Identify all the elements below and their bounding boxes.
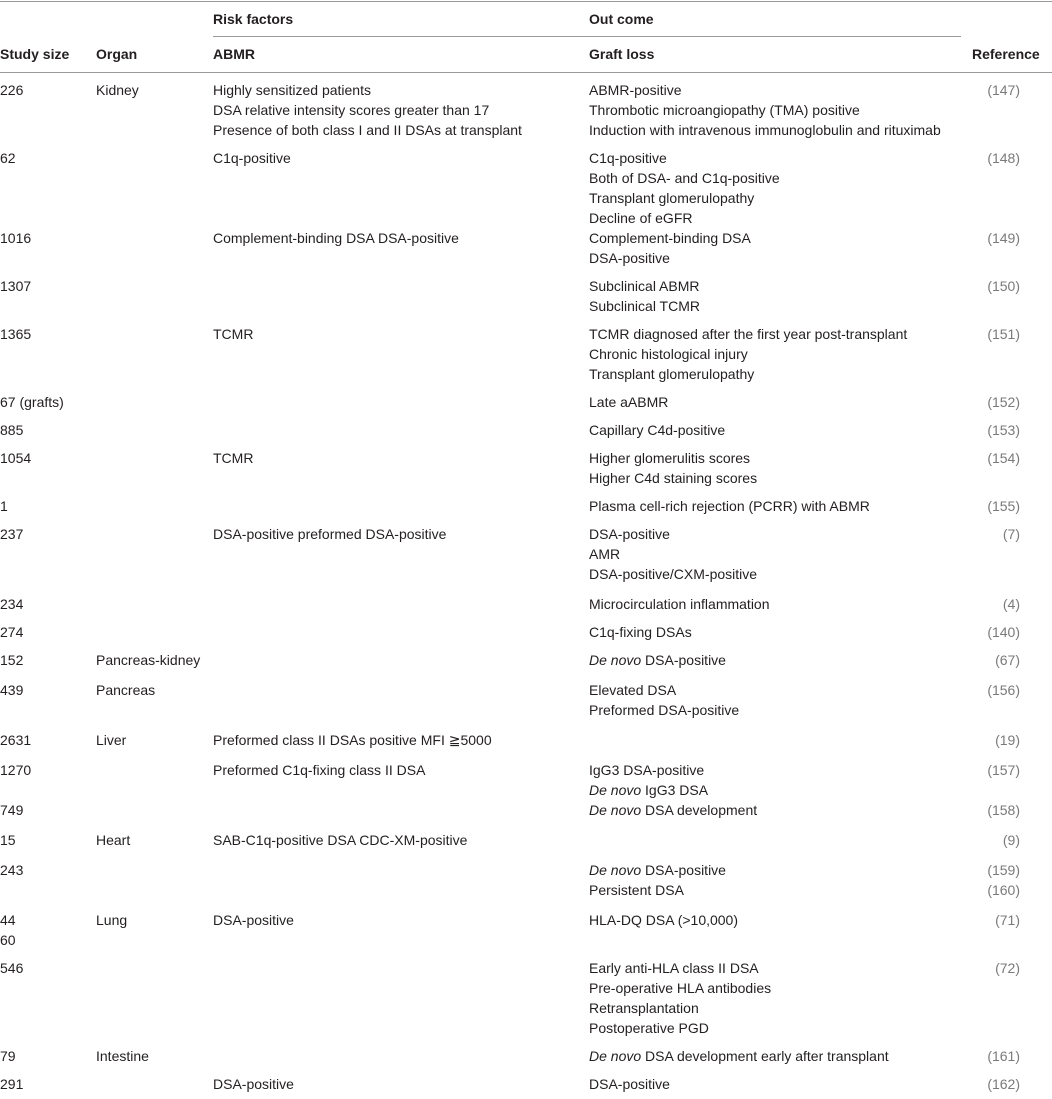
cell-outcome: Thrombotic microangiopathy (TMA) positive bbox=[589, 102, 860, 118]
cell-outcome: Postoperative PGD bbox=[589, 1020, 709, 1036]
cell-reference: (162) bbox=[987, 1076, 1020, 1092]
cell-reference: (140) bbox=[987, 624, 1020, 640]
cell-outcome bbox=[589, 780, 708, 800]
cell-reference: (152) bbox=[987, 394, 1020, 410]
cell-outcome: ABMR-positive bbox=[589, 82, 682, 98]
cell-risk-factor: Preformed class II DSAs positive MFI ≧5000 bbox=[213, 732, 492, 748]
group-header-rule bbox=[213, 36, 961, 37]
cell-organ: Intestine bbox=[96, 1048, 149, 1064]
header-risk-factors: Risk factors bbox=[213, 11, 294, 27]
outcome-italic-prefix: De novo bbox=[589, 802, 642, 818]
cell-reference: (19) bbox=[995, 732, 1020, 748]
cell-reference: (154) bbox=[987, 450, 1020, 466]
cell-risk-factor: DSA-positive bbox=[213, 912, 294, 928]
cell-outcome: AMR bbox=[589, 546, 621, 562]
outcome-text: DSA development bbox=[641, 802, 758, 818]
cell-organ: Heart bbox=[96, 832, 131, 848]
cell-reference: (159) bbox=[987, 862, 1020, 878]
cell-reference: (149) bbox=[987, 230, 1020, 246]
cell-organ: Pancreas-kidney bbox=[96, 652, 201, 668]
outcome-italic-prefix: De novo bbox=[589, 652, 642, 668]
cell-organ: Kidney bbox=[96, 82, 139, 98]
cell-study-size: 62 bbox=[0, 150, 16, 166]
cell-reference: (150) bbox=[987, 278, 1020, 294]
cell-outcome: Plasma cell-rich rejection (PCRR) with ABMR bbox=[589, 498, 870, 514]
cell-study-size: 226 bbox=[0, 82, 24, 98]
cell-study-size: 749 bbox=[0, 802, 24, 818]
cell-risk-factor: Presence of both class I and II DSAs at transplant bbox=[213, 122, 522, 138]
cell-outcome: Late aABMR bbox=[589, 394, 669, 410]
cell-outcome: C1q-fixing DSAs bbox=[589, 624, 692, 640]
cell-outcome: Pre-operative HLA antibodies bbox=[589, 980, 772, 996]
cell-study-size: 1016 bbox=[0, 230, 32, 246]
cell-study-size: 237 bbox=[0, 526, 24, 542]
cell-outcome: Both of DSA- and C1q-positive bbox=[589, 170, 780, 186]
cell-study-size: 67 (grafts) bbox=[0, 394, 64, 410]
cell-outcome: Transplant glomerulopathy bbox=[589, 366, 755, 382]
cell-outcome: Preformed DSA-positive bbox=[589, 702, 740, 718]
cell-study-size: 60 bbox=[0, 932, 16, 948]
cell-risk-factor: DSA relative intensity scores greater than 17 bbox=[213, 102, 490, 118]
cell-outcome: DSA-positive bbox=[589, 526, 670, 542]
cell-outcome bbox=[589, 800, 757, 820]
header-study-size: Study size bbox=[0, 46, 70, 62]
cell-study-size: 2631 bbox=[0, 732, 32, 748]
header-organ: Organ bbox=[96, 46, 138, 62]
outcome-italic-prefix: De novo bbox=[589, 782, 642, 798]
cell-risk-factor: DSA-positive bbox=[213, 1076, 294, 1092]
cell-outcome: DSA-positive bbox=[589, 1076, 670, 1092]
cell-outcome: Subclinical TCMR bbox=[589, 298, 700, 314]
cell-outcome: Higher glomerulitis scores bbox=[589, 450, 751, 466]
cell-outcome: DSA-positive/CXM-positive bbox=[589, 566, 758, 582]
cell-study-size: 79 bbox=[0, 1048, 16, 1064]
cell-organ: Pancreas bbox=[96, 682, 156, 698]
cell-outcome bbox=[589, 1046, 889, 1066]
top-rule bbox=[0, 1, 1052, 2]
outcome-italic-prefix: De novo bbox=[589, 862, 642, 878]
cell-outcome: Early anti-HLA class II DSA bbox=[589, 960, 759, 976]
cell-study-size: 234 bbox=[0, 596, 24, 612]
cell-reference: (67) bbox=[995, 652, 1020, 668]
cell-reference: (148) bbox=[987, 150, 1020, 166]
header-reference: Reference bbox=[972, 46, 1040, 62]
cell-outcome: TCMR diagnosed after the first year post-transplant bbox=[589, 326, 908, 342]
cell-outcome: Retransplantation bbox=[589, 1000, 699, 1016]
cell-reference: (157) bbox=[987, 762, 1020, 778]
cell-risk-factor: Highly sensitized patients bbox=[213, 82, 371, 98]
cell-reference: (160) bbox=[987, 882, 1020, 898]
header-bottom-rule bbox=[0, 72, 1052, 73]
cell-risk-factor: C1q-positive bbox=[213, 150, 291, 166]
cell-outcome: Higher C4d staining scores bbox=[589, 470, 758, 486]
cell-outcome: Chronic histological injury bbox=[589, 346, 748, 362]
cell-study-size: 885 bbox=[0, 422, 24, 438]
cell-reference: (7) bbox=[1002, 526, 1020, 542]
cell-outcome: Capillary C4d-positive bbox=[589, 422, 726, 438]
outcome-text: DSA development early after transplant bbox=[641, 1048, 889, 1064]
cell-risk-factor: SAB-C1q-positive DSA CDC-XM-positive bbox=[213, 832, 468, 848]
cell-outcome: Complement-binding DSA bbox=[589, 230, 751, 246]
cell-outcome: DSA-positive bbox=[589, 250, 670, 266]
cell-risk-factor: Preformed C1q-fixing class II DSA bbox=[213, 762, 426, 778]
cell-organ: Lung bbox=[96, 912, 128, 928]
cell-outcome: Transplant glomerulopathy bbox=[589, 190, 755, 206]
cell-risk-factor: TCMR bbox=[213, 450, 254, 466]
cell-reference: (156) bbox=[987, 682, 1020, 698]
cell-study-size: 15 bbox=[0, 832, 16, 848]
cell-study-size: 243 bbox=[0, 862, 24, 878]
cell-outcome: HLA-DQ DSA (>10,000) bbox=[589, 912, 739, 928]
header-graft-loss: Graft loss bbox=[589, 46, 655, 62]
cell-organ: Liver bbox=[96, 732, 127, 748]
outcome-text: IgG3 DSA bbox=[641, 782, 709, 798]
cell-outcome: Induction with intravenous immunoglobulin and rituximab bbox=[589, 122, 941, 138]
cell-study-size: 152 bbox=[0, 652, 24, 668]
cell-reference: (151) bbox=[987, 326, 1020, 342]
cell-outcome: IgG3 DSA-positive bbox=[589, 762, 705, 778]
cell-outcome: Decline of eGFR bbox=[589, 210, 693, 226]
cell-study-size: 44 bbox=[0, 912, 16, 928]
cell-study-size: 1307 bbox=[0, 278, 32, 294]
cell-outcome: C1q-positive bbox=[589, 150, 667, 166]
cell-reference: (72) bbox=[995, 960, 1020, 976]
cell-study-size: 1365 bbox=[0, 326, 32, 342]
cell-study-size: 1054 bbox=[0, 450, 32, 466]
cell-reference: (155) bbox=[987, 498, 1020, 514]
header-outcome: Out come bbox=[589, 11, 654, 27]
cell-study-size: 1 bbox=[0, 498, 8, 514]
cell-outcome bbox=[589, 650, 726, 670]
cell-outcome: Subclinical ABMR bbox=[589, 278, 700, 294]
cell-study-size: 291 bbox=[0, 1076, 24, 1092]
outcome-italic-prefix: De novo bbox=[589, 1048, 642, 1064]
cell-study-size: 274 bbox=[0, 624, 24, 640]
cell-risk-factor: Complement-binding DSA DSA-positive bbox=[213, 230, 459, 246]
outcome-text: DSA-positive bbox=[641, 652, 726, 668]
cell-study-size: 546 bbox=[0, 960, 24, 976]
cell-risk-factor: TCMR bbox=[213, 326, 254, 342]
cell-outcome bbox=[589, 860, 726, 880]
outcome-text: DSA-positive bbox=[641, 862, 726, 878]
cell-reference: (153) bbox=[987, 422, 1020, 438]
cell-outcome: Microcirculation inflammation bbox=[589, 596, 770, 612]
cell-risk-factor: DSA-positive preformed DSA-positive bbox=[213, 526, 447, 542]
cell-reference: (9) bbox=[1002, 832, 1020, 848]
cell-study-size: 1270 bbox=[0, 762, 32, 778]
cell-reference: (161) bbox=[987, 1048, 1020, 1064]
cell-outcome: Persistent DSA bbox=[589, 882, 684, 898]
cell-reference: (4) bbox=[1002, 596, 1020, 612]
cell-reference: (158) bbox=[987, 802, 1020, 818]
cell-outcome: Elevated DSA bbox=[589, 682, 677, 698]
cell-reference: (147) bbox=[987, 82, 1020, 98]
cell-study-size: 439 bbox=[0, 682, 24, 698]
header-abmr: ABMR bbox=[213, 46, 255, 62]
cell-reference: (71) bbox=[995, 912, 1020, 928]
